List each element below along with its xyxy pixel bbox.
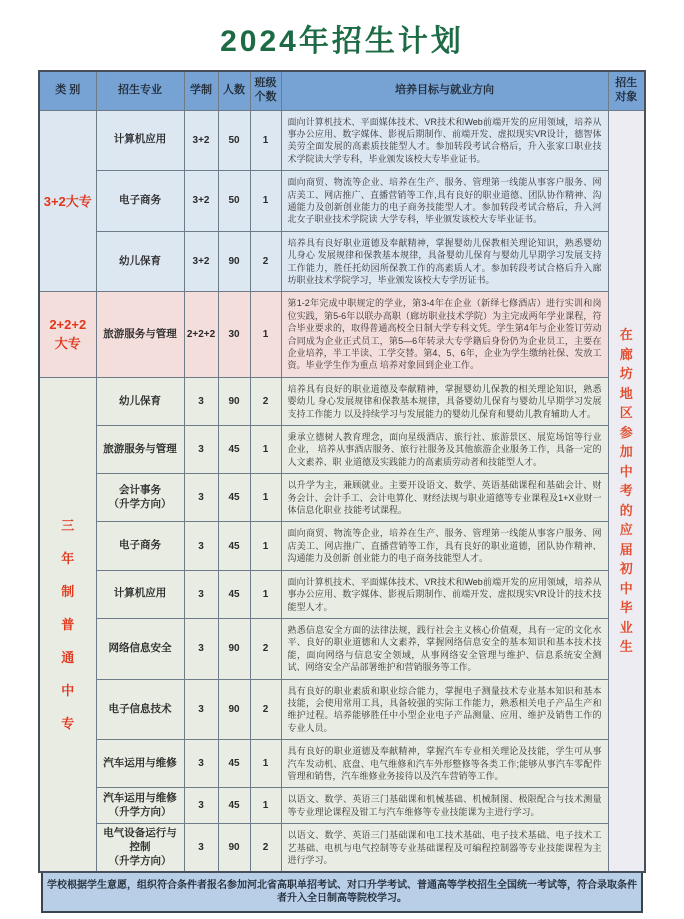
page-title: 2024年招生计划 xyxy=(220,25,464,58)
count-cell: 90 xyxy=(218,618,250,679)
table-row xyxy=(39,618,645,679)
major-cell: 旅游服务与管理 xyxy=(96,426,184,474)
major-cell: 电子信息技术 xyxy=(96,679,184,740)
major-cell: 计算机应用 xyxy=(96,110,184,171)
years-cell: 3 xyxy=(184,474,218,522)
major-cell: 计算机应用 xyxy=(96,570,184,618)
classes-cell: 2 xyxy=(250,618,281,679)
classes-cell: 1 xyxy=(250,474,281,522)
major-cell: 电子商务 xyxy=(96,522,184,570)
years-cell: 3+2 xyxy=(184,110,218,171)
desc-cell: 熟悉信息安全方面的法律法规，践行社会主义核心价值观，具有一定的文化水平、良好的职业道德和人文素养，掌握网络信息安全的基本知识和基本技术技能，面向网络与信息安全领域，从事网络安全管理与维护、信息系统安全测试、网络安全产品部署维护和营销服务等工作。 xyxy=(281,618,608,679)
audience-text: 在廊坊地区参加中考的应届初中毕业生 xyxy=(619,327,633,655)
desc-cell: 第1-2年完成中职规定的学业，第3-4年在企业（新绎七修酒店）进行实训和岗位实践，第5-6年以联办高职（廊坊职业技术学院）为主完成两年学业课程，符合毕业要求的，取得普通高校全日制大学专科文凭。学生第4年与企业签订劳动合同成为企业正式员工，第5—6年转录大专学籍后身份仍为企业员工，主要在企业培养，半工半读、工学交替。第4、5、6年，企业为学生缴纳社保、发放工资。毕业学生作为重点 培养对象回到企业工作。 xyxy=(281,292,608,377)
years-cell: 2+2+2 xyxy=(184,292,218,377)
desc-cell: 面向计算机技术、平面媒体技术、VR技术和Web前端开发的应用领域，培养从事办公应用、数字媒体、影视后期制作、前端开发、虚拟现实VR设计的技术技能型人才。 xyxy=(281,570,608,618)
desc-cell: 具有良好的职业道德及奉献精神，掌握汽车专业相关理论及技能，学生可从事汽车发动机、底盘、电气维修和汽车外形整修等各类工作;能够从事汽车零配件管理和销售，汽车维修业务接待以及汽车营销等工作。 xyxy=(281,740,608,788)
table-row xyxy=(39,740,645,788)
col-header-audience: 招生对象 xyxy=(608,71,645,110)
classes-cell: 2 xyxy=(250,231,281,292)
years-cell: 3 xyxy=(184,377,218,425)
desc-cell: 秉承立德树人教育理念，面向星级酒店、旅行社、旅游景区、展览场馆等行业企业， 培养从事酒店服务、旅行社服务及其他旅游企业服务工作，具备一定的人文素养、职 业道德及实践能力的高素质劳动者和技能型人才。 xyxy=(281,426,608,474)
desc-cell: 面向计算机技术、平面媒体技术、VR技术和Web前端开发的应用领域，培养从事办公应用、数字媒体、影视后期制作、前端开发、虚拟现实VR设计，德智体美劳全面发展的高素质技能型人才。参加转段考试合格后，升入张家口职业技术学院读大学专科，毕业颁发该校大专毕业证书。 xyxy=(281,110,608,171)
count-cell: 45 xyxy=(218,740,250,788)
years-cell: 3 xyxy=(184,618,218,679)
count-cell: 45 xyxy=(218,426,250,474)
desc-cell: 培养具有良好的职业道德及奉献精神，掌握婴幼儿保教的相关理论知识，熟悉婴幼儿 身心发展规律和保教基本规律，具备婴幼儿保育与婴幼儿早期学习发展支持工作能力 以及持续学习与发展能力的婴幼儿保育和婴幼儿教育辅助人才。 xyxy=(281,377,608,425)
count-cell: 45 xyxy=(218,788,250,824)
col-header-classes: 班级个数 xyxy=(250,71,281,110)
desc-cell: 面向商贸、物流等企业、培养在生产、服务、管理第一线能从事客户服务、网店美工、网店推广、直播营销等工作,具有良好的职业道德、团队协作精神、沟通能力及创新创业能力的电子商务技能型人才。参加转段考试合格后，升入河北女子职业技术学院读 大学专科，毕业颁发该校大专毕业证书。 xyxy=(281,171,608,232)
years-cell: 3+2 xyxy=(184,171,218,232)
enrollment-table xyxy=(38,70,646,873)
classes-cell: 1 xyxy=(250,788,281,824)
major-cell: 电子商务 xyxy=(96,171,184,232)
classes-cell: 2 xyxy=(250,377,281,425)
table-row xyxy=(39,231,645,292)
major-cell: 汽车运用与维修 xyxy=(96,740,184,788)
category-3plus2: 3+2大专 xyxy=(39,110,96,292)
table-row xyxy=(39,426,645,474)
col-header-goal: 培养目标与就业方向 xyxy=(281,71,608,110)
count-cell: 30 xyxy=(218,292,250,377)
table-row xyxy=(39,474,645,522)
classes-cell: 1 xyxy=(250,522,281,570)
years-cell: 3 xyxy=(184,788,218,824)
footer-note: 学校根据学生意愿，组织符合条件者报名参加河北省高职单招考试、对口升学考试、普通高等学校招生全国统一考试等，符合录取条件者升入全日制高等院校学习。 xyxy=(41,873,643,913)
col-header-major: 招生专业 xyxy=(96,71,184,110)
count-cell: 50 xyxy=(218,171,250,232)
table-row xyxy=(39,171,645,232)
classes-cell: 1 xyxy=(250,110,281,171)
count-cell: 45 xyxy=(218,522,250,570)
table-row xyxy=(39,824,645,873)
major-cell: 幼儿保育 xyxy=(96,231,184,292)
table-row xyxy=(39,377,645,425)
classes-cell: 2 xyxy=(250,824,281,873)
header-row xyxy=(39,71,645,110)
count-cell: 50 xyxy=(218,110,250,171)
major-cell: 旅游服务与管理 xyxy=(96,292,184,377)
audience-cell xyxy=(608,110,645,872)
table-row xyxy=(39,522,645,570)
classes-cell: 1 xyxy=(250,426,281,474)
years-cell: 3+2 xyxy=(184,231,218,292)
col-header-years: 学制 xyxy=(184,71,218,110)
category-three-year: 三年制普通中专 xyxy=(39,377,96,872)
count-cell: 90 xyxy=(218,824,250,873)
years-cell: 3 xyxy=(184,522,218,570)
classes-cell: 2 xyxy=(250,679,281,740)
years-cell: 3 xyxy=(184,824,218,873)
count-cell: 45 xyxy=(218,474,250,522)
table-row xyxy=(39,110,645,171)
years-cell: 3 xyxy=(184,570,218,618)
desc-cell: 具有良好的职业素质和职业综合能力，掌握电子测量技术专业基本知识和基本技能，会使用常用工具，具备较强的实际工作能力，熟悉相关电子产品生产和维护过程。培养能够胜任中小型企业电子产品测量、应用、维护及销售工作的专业人员。 xyxy=(281,679,608,740)
major-cell: 网络信息安全 xyxy=(96,618,184,679)
count-cell: 90 xyxy=(218,679,250,740)
count-cell: 45 xyxy=(218,570,250,618)
table-row xyxy=(39,788,645,824)
desc-cell: 以语文、数学、英语三门基础课和机械基础、机械制图、极限配合与技术测量等专业理论课程及钳工与汽车维修等专业技能课为主进行学习。 xyxy=(281,788,608,824)
major-cell: 汽车运用与维修 （升学方向） xyxy=(96,788,184,824)
count-cell: 90 xyxy=(218,231,250,292)
table-row xyxy=(39,679,645,740)
years-cell: 3 xyxy=(184,679,218,740)
desc-cell: 以升学为主，兼顾就业。主要开设语文、数学、英语基础课程和基础会计、财务会计、会计手工、会计电算化、财经法规与职业道德等专业课程及1+X业财一体信息化职业 技能考试课程。 xyxy=(281,474,608,522)
years-cell: 3 xyxy=(184,740,218,788)
classes-cell: 1 xyxy=(250,570,281,618)
desc-cell: 面向商贸、物流等企业，培养在生产、服务、管理第一线能从事客户服务、网店美工、网店推广、直播营销等工作，具有良好的职业道德，团队协作精神、沟通能力及创新 创业能力的电子商务技能型人才。 xyxy=(281,522,608,570)
major-cell: 电气设备运行与控制 （升学方向） xyxy=(96,824,184,873)
col-header-count: 人数 xyxy=(218,71,250,110)
category-2plus2plus2: 2+2+2大专 xyxy=(39,292,96,377)
desc-cell: 以语文、数学、英语三门基础课和电工技术基础、电子技术基础、电子技术工艺基础、电机与电气控制等专业基础课程及可编程控制器等专业技能课程为主进行学习。 xyxy=(281,824,608,873)
count-cell: 90 xyxy=(218,377,250,425)
table-row xyxy=(39,570,645,618)
desc-cell: 培养具有良好职业道德及奉献精神，掌握婴幼儿保教相关理论知识，熟悉婴幼儿身心 发展规律和保教基本规律，具备婴幼儿保育与婴幼儿早期学习发展支持工作能力，胜任托幼园所保教工作的高素质人才。参加转段考试合格后升入廊坊职业技术学院学习，毕业颁发该校大专学历证书。 xyxy=(281,231,608,292)
classes-cell: 1 xyxy=(250,292,281,377)
major-cell: 会计事务 （升学方向） xyxy=(96,474,184,522)
classes-cell: 1 xyxy=(250,740,281,788)
table-row xyxy=(39,292,645,377)
classes-cell: 1 xyxy=(250,171,281,232)
col-header-category: 类 别 xyxy=(39,71,96,110)
major-cell: 幼儿保育 xyxy=(96,377,184,425)
years-cell: 3 xyxy=(184,426,218,474)
